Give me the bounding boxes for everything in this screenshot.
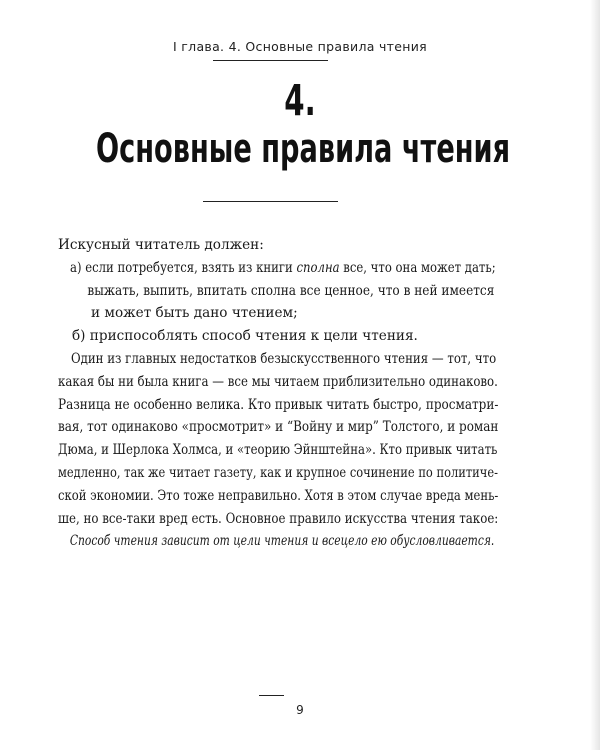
text-line: и может быть дано чтением;	[91, 305, 298, 322]
page-number: 9	[296, 703, 304, 717]
text-line: вая, тот одинаково «просмотрит» и “Войну и мир” Толстого, и роман	[58, 419, 499, 436]
body-text	[58, 234, 498, 553]
text-line: выжать, выпить, впитать сполна все ценное, что в ней имеется	[87, 282, 495, 299]
text-line: Разница не особенно велика. Кто привык читать быстро, просматри-	[58, 396, 499, 413]
text-line: ской экономии. Это тоже неправильно. Хотя в этом случае вреда мень-	[58, 487, 499, 504]
list-item-a	[58, 257, 510, 280]
text-line: ше, но все-таки вред есть. Основное правило искусства чтения такое:	[58, 510, 499, 527]
text-run: все, что она может дать;	[339, 259, 496, 276]
text-line: медленно, так же читает газету, как и крупное сочинение по политиче-	[58, 464, 498, 481]
chapter-title: Основные правила чтения	[96, 126, 511, 172]
page-edge-shadow	[590, 0, 600, 750]
running-head: I глава. 4. Основные правила чтения	[173, 39, 427, 54]
running-head-rule	[213, 60, 328, 61]
page-number-rule	[259, 695, 284, 696]
chapter-number: 4.	[284, 76, 316, 126]
text-line: какая бы ни была книга — все мы читаем приблизительно одинаково.	[58, 373, 498, 390]
emphasis-text: сполна	[296, 259, 340, 276]
text-line: Один из главных недостатков безыскусственного чтения — тот, что	[70, 350, 497, 367]
text-run: а) если потребуется, взять из книги	[69, 259, 297, 276]
list-item-b: б) приспособлять способ чтения к цели чтения.	[72, 328, 418, 345]
text-line: Искусный читатель должен:	[58, 237, 264, 253]
title-rule	[203, 201, 338, 202]
rule-statement: Способ чтения зависит от цели чтения и всецело ею обусловливается.	[69, 533, 495, 550]
text-line: Дюма, и Шерлока Холмса, и «теорию Эйнштейна». Кто привык читать	[58, 442, 498, 459]
